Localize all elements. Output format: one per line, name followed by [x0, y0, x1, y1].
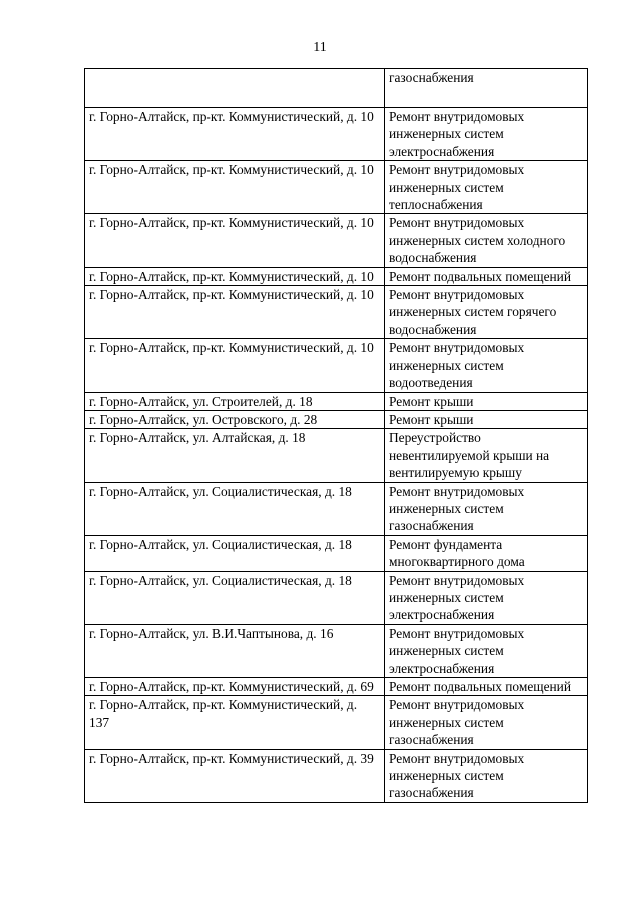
table-row — [85, 339, 588, 392]
address-cell: г. Горно-Алтайск, пр-кт. Коммунистический, д. 39 — [85, 749, 385, 802]
table-row — [85, 108, 588, 161]
work-type-cell: Ремонт внутридомовых инженерных систем газоснабжения — [385, 482, 588, 535]
address-cell: г. Горно-Алтайск, пр-кт. Коммунистический, д. 10 — [85, 161, 385, 214]
address-cell: г. Горно-Алтайск, ул. Алтайская, д. 18 — [85, 429, 385, 482]
work-type-cell: Ремонт внутридомовых инженерных систем газоснабжения — [385, 749, 588, 802]
address-cell: г. Горно-Алтайск, ул. В.И.Чаптынова, д. 16 — [85, 624, 385, 677]
table-row — [85, 410, 588, 428]
table-row — [85, 624, 588, 677]
table-row — [85, 161, 588, 214]
work-type-cell: Ремонт внутридомовых инженерных систем теплоснабжения — [385, 161, 588, 214]
address-cell — [85, 69, 385, 108]
address-cell: г. Горно-Алтайск, ул. Социалистическая, д. 18 — [85, 571, 385, 624]
work-type-cell: Ремонт внутридомовых инженерных систем горячего водоснабжения — [385, 286, 588, 339]
table-row — [85, 392, 588, 410]
address-cell: г. Горно-Алтайск, ул. Социалистическая, д. 18 — [85, 482, 385, 535]
table-row — [85, 482, 588, 535]
work-type-cell: Ремонт внутридомовых инженерных систем электроснабжения — [385, 108, 588, 161]
table-row — [85, 267, 588, 285]
work-type-cell: Ремонт внутридомовых инженерных систем холодного водоснабжения — [385, 214, 588, 267]
work-type-cell: Ремонт подвальных помещений — [385, 678, 588, 696]
work-type-cell: Ремонт подвальных помещений — [385, 267, 588, 285]
table-row — [85, 429, 588, 482]
table-row — [85, 214, 588, 267]
address-cell: г. Горно-Алтайск, ул. Островского, д. 28 — [85, 410, 385, 428]
address-cell: г. Горно-Алтайск, пр-кт. Коммунистический, д. 137 — [85, 696, 385, 749]
work-type-cell: Переустройство невентилируемой крыши на вентилируемую крышу — [385, 429, 588, 482]
work-type-cell: Ремонт внутридомовых инженерных систем газоснабжения — [385, 696, 588, 749]
work-type-cell: Ремонт крыши — [385, 410, 588, 428]
page-number: 11 — [313, 40, 327, 55]
address-cell: г. Горно-Алтайск, пр-кт. Коммунистический, д. 10 — [85, 286, 385, 339]
address-cell: г. Горно-Алтайск, пр-кт. Коммунистический, д. 10 — [85, 339, 385, 392]
address-cell: г. Горно-Алтайск, пр-кт. Коммунистический, д. 69 — [85, 678, 385, 696]
address-cell: г. Горно-Алтайск, пр-кт. Коммунистический, д. 10 — [85, 214, 385, 267]
table-row — [85, 571, 588, 624]
table-row — [85, 286, 588, 339]
work-type-cell: Ремонт внутридомовых инженерных систем водоотведения — [385, 339, 588, 392]
work-type-cell: газоснабжения — [385, 69, 588, 108]
address-cell: г. Горно-Алтайск, пр-кт. Коммунистический, д. 10 — [85, 267, 385, 285]
repair-works-table — [84, 68, 588, 803]
address-cell: г. Горно-Алтайск, пр-кт. Коммунистический, д. 10 — [85, 108, 385, 161]
work-type-cell: Ремонт внутридомовых инженерных систем электроснабжения — [385, 624, 588, 677]
work-type-cell: Ремонт фундамента многоквартирного дома — [385, 535, 588, 571]
address-cell: г. Горно-Алтайск, ул. Строителей, д. 18 — [85, 392, 385, 410]
table-row — [85, 535, 588, 571]
table-row — [85, 69, 588, 108]
table-row — [85, 678, 588, 696]
table-row — [85, 749, 588, 802]
work-type-cell: Ремонт внутридомовых инженерных систем электроснабжения — [385, 571, 588, 624]
address-cell: г. Горно-Алтайск, ул. Социалистическая, д. 18 — [85, 535, 385, 571]
work-type-cell: Ремонт крыши — [385, 392, 588, 410]
table-row — [85, 696, 588, 749]
